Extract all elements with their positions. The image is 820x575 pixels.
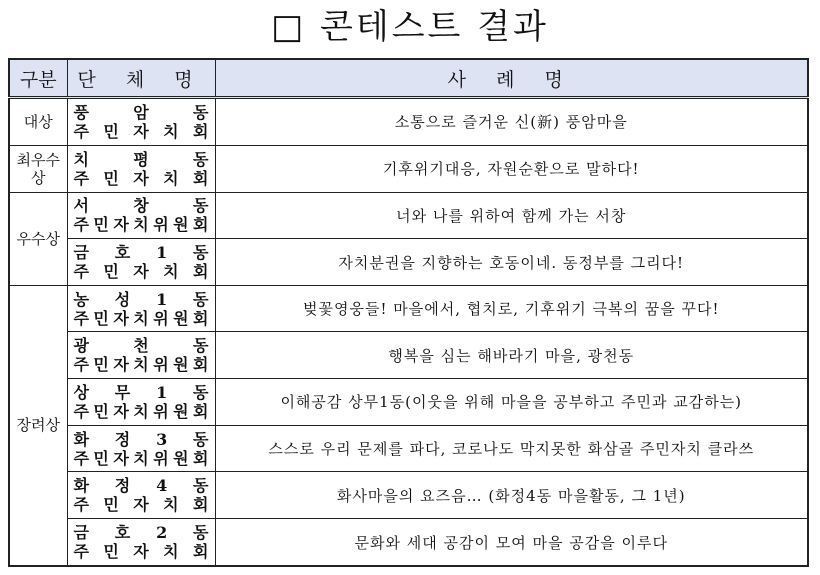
org-char: 자 bbox=[113, 355, 129, 375]
table-row bbox=[9, 145, 808, 192]
org-char: 치 bbox=[73, 149, 89, 169]
table-row bbox=[9, 332, 808, 379]
org-char: 회 bbox=[193, 121, 209, 141]
org-name bbox=[67, 379, 215, 426]
org-char: 위 bbox=[153, 215, 169, 235]
org-char: 위 bbox=[153, 355, 169, 375]
case-name: 자치분권을 지향하는 호동이네. 동정부를 그리다! bbox=[215, 239, 808, 286]
org-char: 자 bbox=[113, 308, 129, 328]
org-char: 동 bbox=[193, 476, 209, 496]
org-name-line1 bbox=[74, 290, 209, 309]
table-header-row bbox=[9, 59, 808, 98]
org-name bbox=[67, 285, 215, 332]
table-row bbox=[9, 98, 808, 146]
org-char: 치 bbox=[163, 542, 179, 562]
org-char: 치 bbox=[163, 495, 179, 515]
table-row bbox=[9, 192, 808, 239]
org-char: 민 bbox=[103, 542, 119, 562]
org-name-line1 bbox=[74, 336, 209, 355]
case-name: 스스로 우리 문제를 파다, 코로나도 막지못한 화삼골 주민자치 클라쓰 bbox=[215, 425, 808, 472]
org-name bbox=[67, 145, 215, 192]
org-name-line1 bbox=[74, 383, 209, 402]
org-char: 동 bbox=[193, 429, 209, 449]
table-row bbox=[9, 425, 808, 472]
org-char: 풍 bbox=[73, 102, 89, 122]
org-name bbox=[67, 239, 215, 286]
org-char: 천 bbox=[133, 336, 149, 356]
org-char: 치 bbox=[133, 355, 149, 375]
org-char: 주 bbox=[73, 262, 89, 281]
org-char: 자 bbox=[133, 542, 149, 562]
org-char: 민 bbox=[103, 121, 119, 141]
org-char: 자 bbox=[133, 168, 149, 188]
category-excellence-top bbox=[9, 145, 67, 192]
header-org: 단 체 명 bbox=[67, 59, 215, 98]
header-category: 구분 bbox=[9, 59, 67, 98]
org-char: 동 bbox=[193, 102, 209, 122]
org-char: 민 bbox=[93, 308, 109, 328]
table-row bbox=[9, 379, 808, 426]
org-char: 자 bbox=[133, 495, 149, 515]
org-name bbox=[67, 519, 215, 566]
org-name-line1 bbox=[74, 476, 209, 495]
org-char: 민 bbox=[93, 401, 109, 421]
org-name-line2 bbox=[74, 449, 209, 468]
case-name: 이해공감 상무1동(이웃을 위해 마을을 공부하고 주민과 교감하는) bbox=[215, 379, 808, 426]
table-row bbox=[9, 285, 808, 332]
org-name-line2 bbox=[74, 402, 209, 421]
org-char: 서 bbox=[73, 196, 89, 216]
org-char: 민 bbox=[103, 262, 119, 281]
org-char: 동 bbox=[193, 149, 209, 169]
org-name-line2 bbox=[74, 122, 209, 141]
org-char: 회 bbox=[193, 401, 209, 421]
org-char: 호 bbox=[114, 523, 131, 543]
org-char: 동 bbox=[193, 336, 209, 356]
org-char: 주 bbox=[73, 168, 89, 188]
org-char: 2 bbox=[156, 523, 168, 543]
org-name-line1 bbox=[74, 103, 209, 122]
org-char: 3 bbox=[156, 429, 168, 449]
org-char: 호 bbox=[114, 243, 131, 262]
org-char: 자 bbox=[113, 215, 129, 235]
org-char: 주 bbox=[73, 121, 89, 141]
org-char: 주 bbox=[73, 215, 89, 235]
results-table bbox=[8, 58, 809, 567]
org-char: 화 bbox=[73, 476, 89, 496]
category-excellence-top-text: 최우수상 bbox=[16, 150, 60, 187]
org-char: 주 bbox=[73, 308, 89, 328]
org-name-line2 bbox=[74, 355, 209, 374]
org-char: 주 bbox=[73, 355, 89, 375]
org-char: 회 bbox=[193, 448, 209, 468]
case-name: 기후위기대응, 자원순환으로 말하다! bbox=[215, 145, 808, 192]
org-char: 화 bbox=[73, 429, 89, 449]
org-char: 4 bbox=[156, 476, 168, 496]
case-name: 소통으로 즐거운 신(新) 풍암마을 bbox=[215, 98, 808, 146]
table-row bbox=[9, 239, 808, 286]
org-char: 자 bbox=[133, 262, 149, 281]
table-row bbox=[9, 472, 808, 519]
org-char: 자 bbox=[113, 448, 129, 468]
category-excellence: 우수상 bbox=[9, 192, 67, 285]
org-name bbox=[67, 332, 215, 379]
org-char: 동 bbox=[193, 289, 209, 309]
org-char: 암 bbox=[133, 102, 149, 122]
header-case: 사 례 명 bbox=[215, 59, 808, 98]
org-char: 민 bbox=[93, 448, 109, 468]
org-char: 원 bbox=[173, 401, 189, 421]
org-char: 치 bbox=[163, 121, 179, 141]
org-char: 정 bbox=[114, 429, 131, 449]
org-name bbox=[67, 192, 215, 239]
org-char: 원 bbox=[173, 215, 189, 235]
org-char: 치 bbox=[133, 448, 149, 468]
case-name: 너와 나를 위하여 함께 가는 서창 bbox=[215, 192, 808, 239]
category-encouragement: 장려상 bbox=[9, 285, 67, 566]
org-char: 농 bbox=[73, 289, 89, 309]
org-char: 금 bbox=[73, 523, 89, 543]
org-char: 동 bbox=[193, 196, 209, 216]
org-name bbox=[67, 425, 215, 472]
page-title: □ 콘테스트 결과 bbox=[271, 7, 549, 47]
table-row bbox=[9, 519, 808, 566]
org-char: 민 bbox=[103, 495, 119, 515]
org-char: 주 bbox=[73, 495, 89, 515]
org-name bbox=[67, 98, 215, 146]
org-name-line1 bbox=[74, 430, 209, 449]
org-char: 광 bbox=[73, 336, 89, 356]
org-char: 1 bbox=[156, 289, 168, 309]
org-char: 동 bbox=[193, 243, 209, 262]
org-char: 원 bbox=[173, 355, 189, 375]
case-name: 화사마을의 요즈음… (화정4동 마을활동, 그 1년) bbox=[215, 472, 808, 519]
org-char: 평 bbox=[133, 149, 149, 169]
org-name-line1 bbox=[74, 243, 209, 262]
org-char: 회 bbox=[193, 215, 209, 235]
category-grand-prize: 대상 bbox=[9, 98, 67, 146]
org-char: 민 bbox=[103, 168, 119, 188]
org-char: 위 bbox=[153, 448, 169, 468]
org-char: 자 bbox=[133, 121, 149, 141]
org-char: 치 bbox=[163, 262, 179, 281]
org-char: 창 bbox=[133, 196, 149, 216]
org-char: 치 bbox=[133, 215, 149, 235]
org-char: 주 bbox=[73, 401, 89, 421]
org-char: 1 bbox=[156, 382, 168, 402]
org-char: 무 bbox=[114, 382, 131, 402]
org-char: 상 bbox=[73, 382, 89, 402]
org-name-line2 bbox=[74, 542, 209, 561]
org-char: 정 bbox=[114, 476, 131, 496]
org-char: 주 bbox=[73, 542, 89, 562]
org-char: 위 bbox=[153, 401, 169, 421]
org-char: 회 bbox=[193, 355, 209, 375]
org-char: 회 bbox=[193, 262, 209, 281]
org-char: 치 bbox=[163, 168, 179, 188]
case-name: 행복을 심는 해바라기 마을, 광천동 bbox=[215, 332, 808, 379]
org-char: 회 bbox=[193, 495, 209, 515]
org-char: 자 bbox=[113, 401, 129, 421]
org-char: 주 bbox=[73, 448, 89, 468]
org-name-line2 bbox=[74, 169, 209, 188]
org-char: 민 bbox=[93, 355, 109, 375]
org-char: 회 bbox=[193, 308, 209, 328]
org-name-line1 bbox=[74, 523, 209, 542]
org-name bbox=[67, 472, 215, 519]
org-char: 민 bbox=[93, 215, 109, 235]
org-name-line2 bbox=[74, 262, 209, 281]
org-char: 치 bbox=[133, 401, 149, 421]
org-char: 1 bbox=[156, 243, 168, 262]
org-name-line2 bbox=[74, 495, 209, 514]
org-name-line2 bbox=[74, 309, 209, 328]
org-char: 원 bbox=[173, 448, 189, 468]
org-char: 동 bbox=[193, 382, 209, 402]
org-char: 회 bbox=[193, 168, 209, 188]
org-char: 치 bbox=[133, 308, 149, 328]
org-char: 원 bbox=[173, 308, 189, 328]
org-name-line1 bbox=[74, 196, 209, 215]
org-char: 금 bbox=[73, 243, 89, 262]
org-name-line2 bbox=[74, 215, 209, 234]
org-char: 성 bbox=[114, 289, 131, 309]
case-name: 문화와 세대 공감이 모여 마을 공감을 이루다 bbox=[215, 519, 808, 566]
org-char: 회 bbox=[193, 542, 209, 562]
case-name: 벚꽃영웅들! 마을에서, 협치로, 기후위기 극복의 꿈을 꾸다! bbox=[215, 285, 808, 332]
org-char: 동 bbox=[193, 523, 209, 543]
org-char: 위 bbox=[153, 308, 169, 328]
org-name-line1 bbox=[74, 150, 209, 169]
